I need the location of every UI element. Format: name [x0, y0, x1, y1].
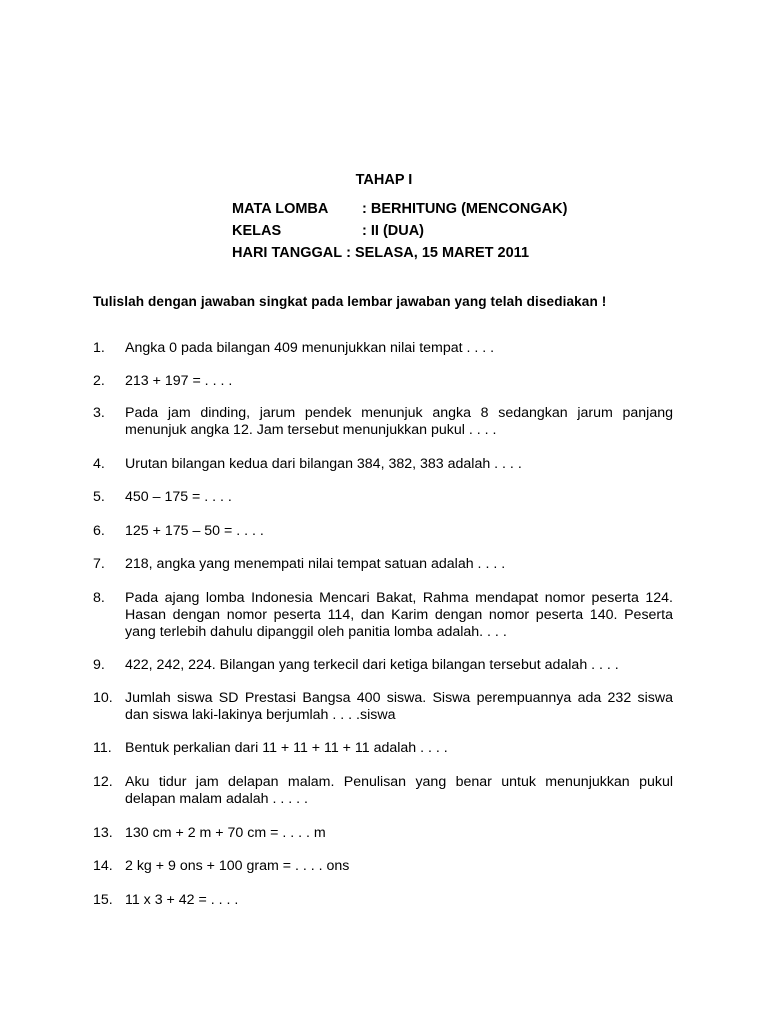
- question-number: 2.: [93, 373, 105, 389]
- question-text: 125 + 175 – 50 = . . . .: [125, 523, 264, 539]
- question-number: 12.: [93, 774, 113, 790]
- meta-label: KELAS: [232, 223, 282, 239]
- question-item: [93, 405, 673, 439]
- question-text: Pada ajang lomba Indonesia Mencari Bakat, Rahma mendapat nomor peserta 124. Hasan dengan nomor peserta 114, dan Karim dengan nomor peserta 140. Peserta yang terlebih dahulu dipanggil oleh panitia lomba adalah. . . .: [125, 590, 673, 640]
- question-number: 7.: [93, 556, 105, 572]
- question-item: [93, 489, 673, 506]
- question-text: Aku tidur jam delapan malam. Penulisan yang benar untuk menunjukkan pukul delapan malam adalah . . . . .: [125, 774, 673, 807]
- question-text: 450 – 175 = . . . .: [125, 489, 232, 505]
- question-number: 13.: [93, 825, 113, 841]
- meta-value: : SELASA, 15 MARET 2011: [346, 245, 530, 261]
- question-text: Angka 0 pada bilangan 409 menunjukkan nilai tempat . . . .: [125, 340, 495, 356]
- meta-row-date: [232, 244, 567, 266]
- question-text: 213 + 197 = . . . .: [125, 373, 233, 389]
- question-number: 3.: [93, 405, 105, 421]
- question-number: 10.: [93, 690, 113, 706]
- question-number: 1.: [93, 340, 105, 356]
- question-text: Bentuk perkalian dari 11 + 11 + 11 + 11 adalah . . . .: [125, 740, 448, 756]
- question-item: [93, 825, 673, 842]
- question-item: [93, 657, 673, 674]
- meta-row-subject: [232, 200, 567, 222]
- question-item: [93, 892, 673, 909]
- question-text: Jumlah siswa SD Prestasi Bangsa 400 siswa. Siswa perempuannya ada 232 siswa dan siswa laki-lakinya berjumlah . . . .siswa: [125, 690, 673, 723]
- question-number: 5.: [93, 489, 105, 505]
- question-item: [93, 774, 673, 808]
- question-number: 11.: [93, 740, 112, 756]
- instruction: Tulislah dengan jawaban singkat pada lembar jawaban yang telah disediakan !: [93, 294, 607, 309]
- question-text: 2 kg + 9 ons + 100 gram = . . . . ons: [125, 858, 350, 874]
- question-number: 8.: [93, 590, 105, 606]
- question-item: [93, 690, 673, 724]
- question-item: [93, 556, 673, 573]
- question-item: [93, 590, 673, 641]
- exam-meta: [232, 200, 567, 266]
- question-number: 15.: [93, 892, 113, 908]
- question-text: 218, angka yang menempati nilai tempat satuan adalah . . . .: [125, 556, 506, 572]
- question-number: 4.: [93, 456, 105, 472]
- question-item: [93, 340, 673, 357]
- question-number: 6.: [93, 523, 105, 539]
- meta-value: : BERHITUNG (MENCONGAK): [362, 201, 568, 217]
- meta-label: HARI TANGGAL: [232, 245, 343, 261]
- page-title: TAHAP I: [355, 172, 413, 188]
- question-item: [93, 740, 673, 757]
- meta-row-class: [232, 222, 567, 244]
- question-text: 11 x 3 + 42 = . . . .: [125, 892, 239, 908]
- meta-value: : II (DUA): [362, 223, 425, 239]
- question-number: 14.: [93, 858, 113, 874]
- question-number: 9.: [93, 657, 105, 673]
- question-item: [93, 373, 673, 390]
- question-text: 130 cm + 2 m + 70 cm = . . . . m: [125, 825, 326, 841]
- question-item: [93, 523, 673, 540]
- question-text: Urutan bilangan kedua dari bilangan 384, 382, 383 adalah . . . .: [125, 456, 522, 472]
- meta-label: MATA LOMBA: [232, 201, 329, 217]
- question-text: 422, 242, 224. Bilangan yang terkecil dari ketiga bilangan tersebut adalah . . . .: [125, 657, 619, 673]
- question-item: [93, 858, 673, 875]
- question-text: Pada jam dinding, jarum pendek menunjuk angka 8 sedangkan jarum panjang menunjuk angka 12. Jam tersebut menunjukkan pukul . . . .: [125, 405, 673, 438]
- question-item: [93, 456, 673, 473]
